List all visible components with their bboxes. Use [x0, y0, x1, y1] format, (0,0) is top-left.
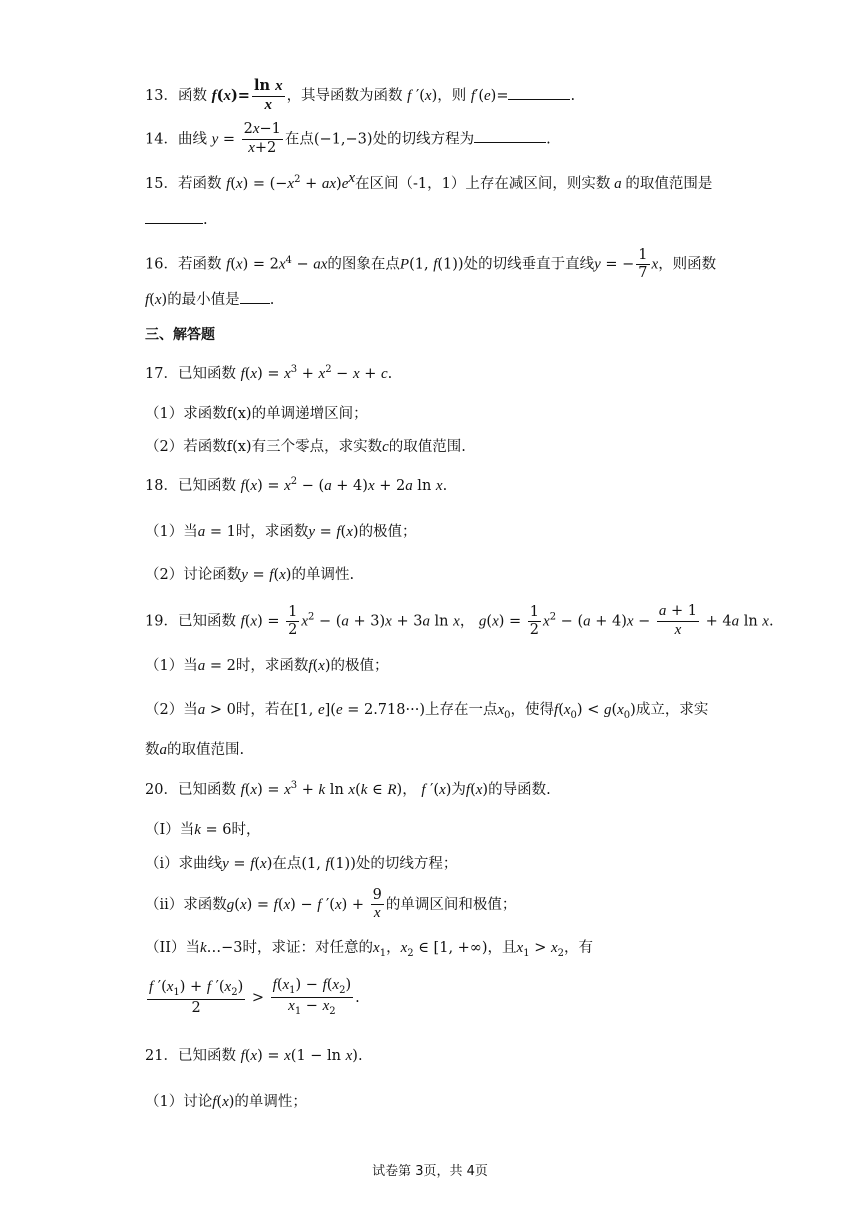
question-18: 18．已知函数 $f(x) = x^2 - (a + 4)x + 2a$ ln x.	[145, 476, 448, 494]
fraction: $\frac{a + 1}{x}$	[658, 603, 697, 638]
section-heading: 三、解答题	[145, 327, 215, 343]
question-15: 15．若函数 $f(x) = (-x^2 + ax)e^x$在区间（-1，1）上存在减区间，则实数 a 的取值范围是	[145, 170, 713, 192]
fraction: $\frac{f '(x_1) + f '(x_2)}{2}$	[149, 978, 244, 1016]
question-18-part-2: （2）讨论函数y = f(x)的单调性.	[145, 567, 355, 583]
question-21-part-1: （1）讨论f(x)的单调性；	[145, 1094, 307, 1110]
question-17-part-2: （2）若函数f(x)有三个零点，求实数c的取值范围.	[145, 439, 466, 455]
answer-blank	[508, 98, 570, 100]
question-20-inequality: $\frac{f '(x_1) + f '(x_2)}{2}$ > $\frac{f(x_1) - f(x_2)}{x_1 - x_2}$ .	[149, 977, 360, 1018]
question-19-part-2: （2）当a > 0时，若在[1, e](e = 2.718···)上存在一点$x_0$，使得$f(x_0) < g(x_0)$成立，求实	[145, 702, 709, 721]
question-20-part-ii: （ii）求函数g(x) = f(x) − f ′(x) + $\frac{9}{x}$ 的单调区间和极值；	[145, 887, 517, 922]
answer-line: .	[145, 212, 208, 228]
question-21: 21．已知函数 f(x) = x(1 − ln x).	[145, 1048, 363, 1064]
answer-blank	[145, 222, 203, 224]
question-20: 20．已知函数 $f(x) = x^3 + k$ ln x(k ∈ R)， f ′(x)为f(x)的导函数.	[145, 780, 551, 798]
question-20-part-i: （i）求曲线y = f(x)在点(1, f(1))处的切线方程；	[145, 856, 458, 872]
fraction: $\frac{1}{2}$	[529, 603, 540, 638]
math-expression: f	[211, 87, 217, 104]
question-17: 17．已知函数 $f(x) = x^3 + x^2 - x + c$.	[145, 364, 393, 382]
question-20-part-II: （II）当k…−3时，求证：对任意的$x_1$，$x_2$ ∈ [1, +∞)，且$x_1 > x_2$，有	[145, 940, 594, 959]
question-16-cont: f(x)的最小值是 .	[145, 292, 275, 308]
fraction: $\frac{9}{x}$	[372, 887, 382, 922]
question-19-part-2-cont: 数a的取值范围.	[145, 742, 245, 758]
fraction: $\frac{f(x_1) - f(x_2)}{x_1 - x_2}$	[272, 977, 352, 1018]
fraction: $\frac{\text{ln x}}{x}$	[253, 77, 283, 113]
answer-blank	[474, 141, 546, 143]
question-13: 13．函数 f(x)= $\frac{\text{ln x}}{x}$ ，其导函数为函数 f ′(x)，则 f′(e)= .	[145, 77, 576, 113]
question-17-part-1: （1）求函数f(x)的单调递增区间；	[145, 406, 368, 422]
answer-blank	[240, 302, 270, 304]
question-number: 13．	[145, 87, 178, 104]
question-18-part-1: （1）当a = 1时，求函数y = f(x)的极值；	[145, 524, 417, 540]
question-19: 19．已知函数 f(x) = $\frac{1}{2}$ $x^2 - (a + 3)x + 3a$ ln x， g(x) = $\frac{1}{2}$ $x^2 - (a + 4)x$ − $\frac{a + 1}{x}$ + 4a ln x.	[145, 603, 774, 638]
question-19-part-1: （1）当a = 2时，求函数f(x)的极值；	[145, 658, 389, 674]
question-14: 14．曲线 y = $\frac{2x-1}{x+2}$ 在点(−1,−3)处的切线方程为 .	[145, 121, 551, 156]
fraction: $\frac{2x-1}{x+2}$	[243, 121, 281, 156]
question-16: 16．若函数 $f(x) = 2x^4$ − ax的图象在点P(1, f(1))处的切线垂直于直线y = − $\frac{1}{7}$ x，则函数	[145, 247, 717, 282]
fraction: $\frac{1}{2}$	[288, 603, 298, 638]
fraction: $\frac{1}{7}$	[638, 247, 648, 282]
question-20-part-I: （I）当k = 6时，	[145, 822, 261, 838]
page-footer: 试卷第 3页，共 4页	[372, 1164, 488, 1179]
